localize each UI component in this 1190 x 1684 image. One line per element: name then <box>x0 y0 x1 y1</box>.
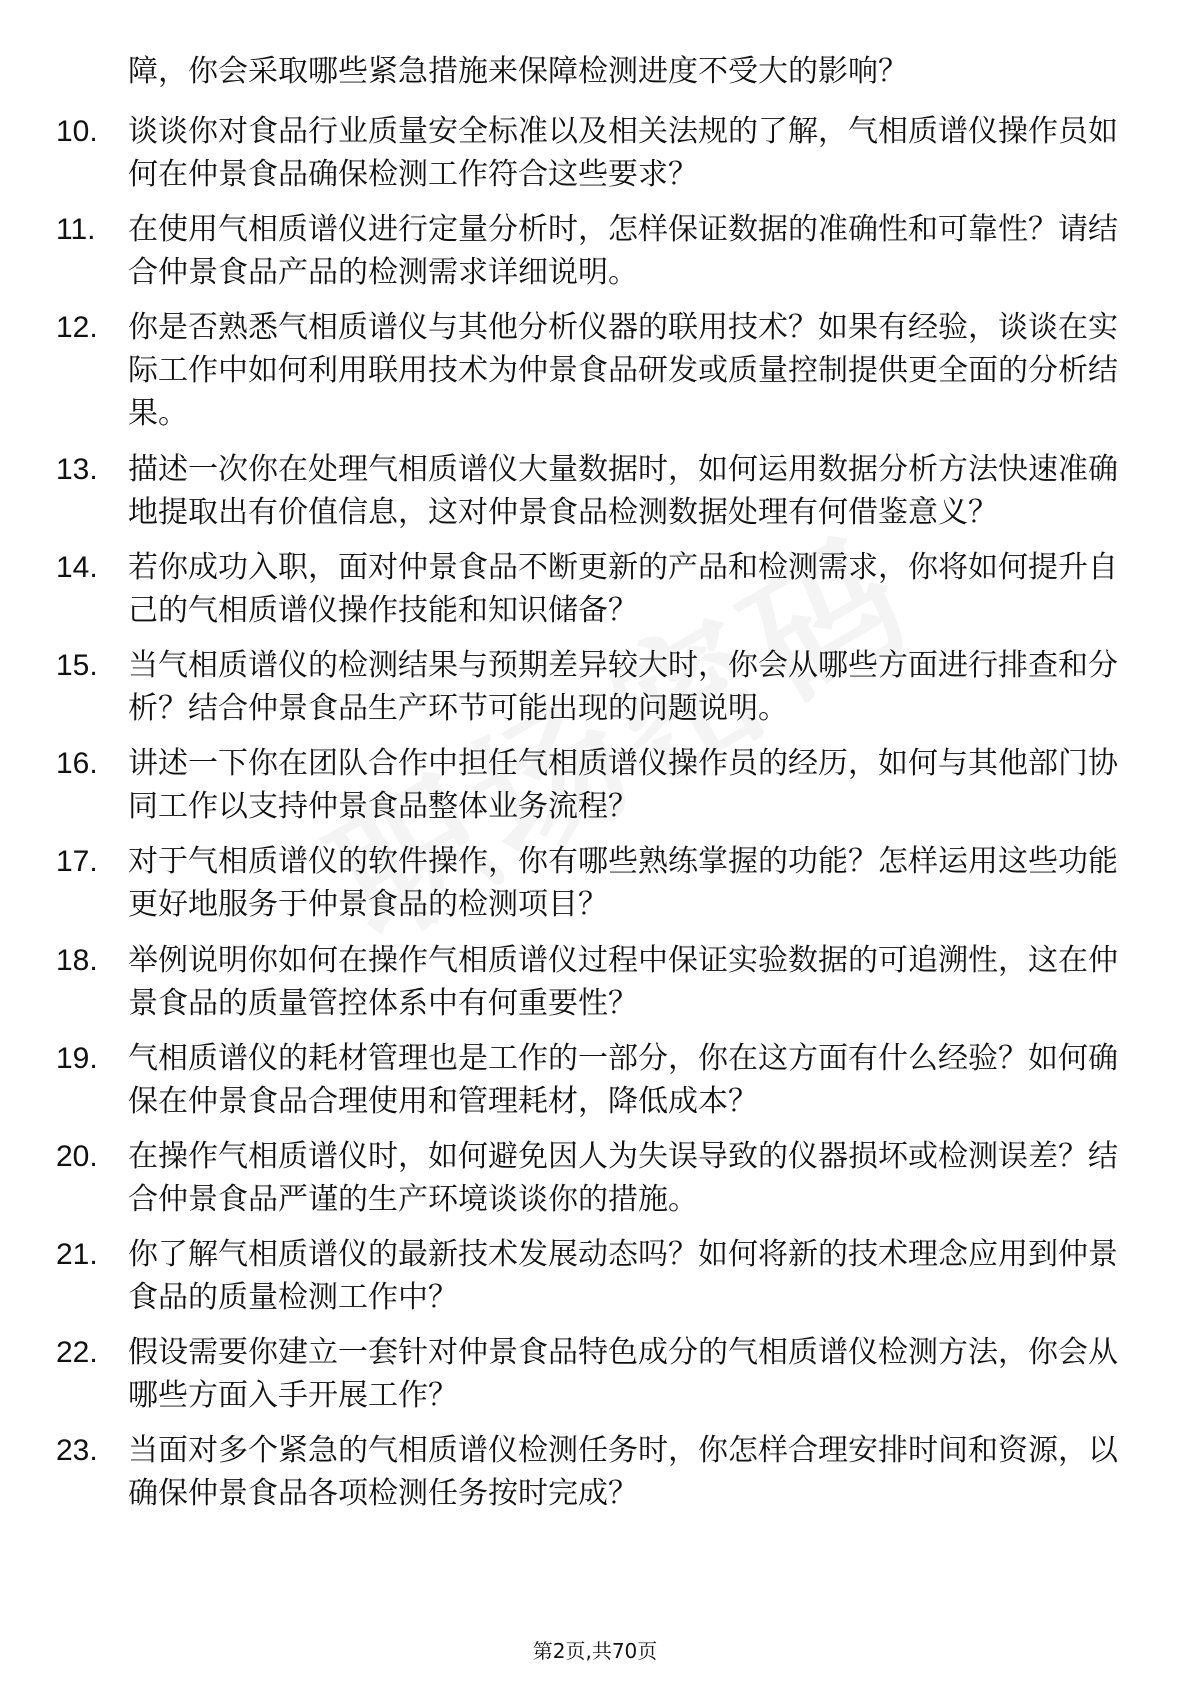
question-text: 假设需要你建立一套针对仲景食品特色成分的气相质谱仪检测方法，你会从哪些方面入手开展工作？ <box>128 1335 1118 1414</box>
question-text: 谈谈你对食品行业质量安全标准以及相关法规的了解，气相质谱仪操作员如何在仲景食品确保检测工作符合这些要求？ <box>128 114 1118 192</box>
question-number: 19. <box>56 1041 98 1075</box>
question-number: 15. <box>56 648 98 682</box>
question-number: 10. <box>56 115 98 148</box>
question-text: 讲述一下你在团队合作中担任气相质谱仪操作员的经历，如何与其他部门协同工作以支持仲景食品整体业务流程？ <box>128 746 1118 825</box>
question-text: 在使用气相质谱仪进行定量分析时，怎样保证数据的准确性和可靠性？请结合仲景食品产品的检测需求详细说明。 <box>128 212 1118 291</box>
page-number: 第2页,共70页 <box>532 1639 658 1663</box>
question-number: 17. <box>56 845 98 879</box>
question-item <box>0 1233 1190 1319</box>
question-text: 气相质谱仪的耗材管理也是工作的一部分，你在这方面有什么经验？如何确保在仲景食品合理使用和管理耗材，降低成本？ <box>128 1040 1118 1119</box>
question-number: 14. <box>56 550 98 584</box>
question-text: 对于气相质谱仪的软件操作，你有哪些熟练掌握的功能？怎样运用这些功能更好地服务于仲景食品的检测项目？ <box>128 844 1118 923</box>
question-list <box>0 110 1190 1528</box>
question-text: 举例说明你如何在操作气相质谱仪过程中保证实验数据的可追溯性，这在仲景食品的质量管控体系中有何重要性？ <box>128 942 1118 1021</box>
question-item <box>0 546 1190 632</box>
question-item <box>0 840 1190 926</box>
continuation-text: 障，你会采取哪些紧急措施来保障检测进度不受大的影响？ <box>128 54 908 89</box>
question-text: 描述一次你在处理气相质谱仪大量数据时，如何运用数据分析方法快速准确地提取出有价值信息，这对仲景食品检测数据处理有何借鉴意义？ <box>128 451 1118 530</box>
question-number: 11. <box>56 213 96 247</box>
question-item <box>0 742 1190 828</box>
question-item <box>0 208 1190 294</box>
question-text: 你了解气相质谱仪的最新技术发展动态吗？如何将新的技术理念应用到仲景食品的质量检测工作中？ <box>128 1237 1118 1316</box>
question-number: 21. <box>56 1238 98 1272</box>
question-item <box>0 306 1190 435</box>
question-text: 当面对多个紧急的气相质谱仪检测任务时，你怎样合理安排时间和资源，以确保仲景食品各项检测任务按时完成？ <box>128 1433 1118 1512</box>
question-item <box>0 1135 1190 1221</box>
question-text: 你是否熟悉气相质谱仪与其他分析仪器的联用技术？如果有经验，谈谈在实际工作中如何利用联用技术为仲景食品研发或质量控制提供更全面的分析结果。 <box>128 310 1118 432</box>
question-text: 若你成功入职，面对仲景食品不断更新的产品和检测需求，你将如何提升自己的气相质谱仪操作技能和知识储备？ <box>128 549 1118 628</box>
question-item <box>0 939 1190 1025</box>
question-text: 当气相质谱仪的检测结果与预期差异较大时，你会从哪些方面进行排查和分析？结合仲景食品生产环节可能出现的问题说明。 <box>128 647 1118 726</box>
question-item <box>0 644 1190 730</box>
question-number: 16. <box>56 747 98 781</box>
question-item <box>0 110 1190 196</box>
question-item <box>0 1037 1190 1123</box>
question-number: 12. <box>56 311 98 345</box>
question-item <box>0 1331 1190 1417</box>
question-number: 13. <box>56 452 98 486</box>
question-number: 23. <box>56 1434 98 1468</box>
question-number: 22. <box>56 1336 98 1370</box>
question-text: 在操作气相质谱仪时，如何避免因人为失误导致的仪器损坏或检测误差？结合仲景食品严谨的生产环境谈谈你的措施。 <box>128 1138 1118 1217</box>
question-item <box>0 448 1190 534</box>
question-item <box>0 1429 1190 1515</box>
question-number: 18. <box>56 943 98 977</box>
question-number: 20. <box>56 1139 98 1173</box>
